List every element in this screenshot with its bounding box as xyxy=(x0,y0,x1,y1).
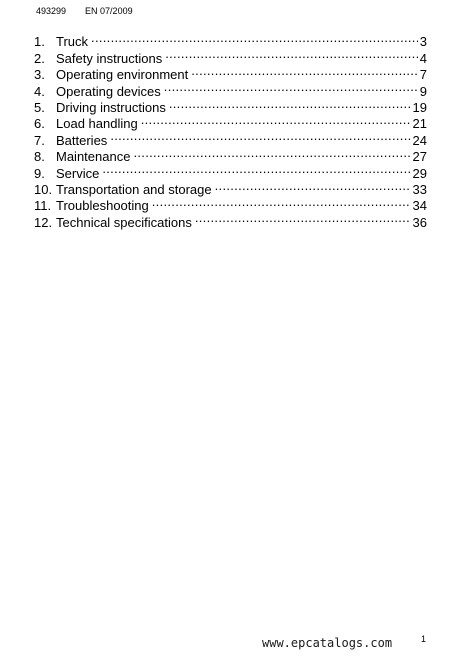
toc-page-number: 7 xyxy=(419,67,427,83)
toc-title: Troubleshooting xyxy=(56,198,149,214)
toc-page-number: 27 xyxy=(412,149,427,165)
watermark-url: www.epcatalogs.com xyxy=(262,636,393,650)
toc-page-number: 33 xyxy=(412,181,427,197)
toc-page-number: 19 xyxy=(412,99,427,115)
toc-number: 6. xyxy=(34,116,45,132)
table-of-contents xyxy=(34,30,427,230)
toc-leader xyxy=(152,194,411,210)
toc-leader xyxy=(102,161,410,177)
toc-leader xyxy=(215,178,411,194)
toc-leader xyxy=(164,79,418,95)
toc-leader xyxy=(195,210,411,226)
toc-leader xyxy=(165,46,418,62)
toc-title: Transportation and storage xyxy=(56,181,212,197)
toc-leader xyxy=(191,63,418,79)
toc-title: Truck xyxy=(56,34,89,50)
toc-page-number: 3 xyxy=(419,34,427,50)
toc-leader xyxy=(91,30,418,46)
toc-entry-safety-instructions xyxy=(34,46,427,66)
toc-page-number: 21 xyxy=(412,116,427,132)
toc-title: Safety instructions xyxy=(56,50,163,66)
toc-number: 9. xyxy=(34,165,45,181)
toc-number: 5. xyxy=(34,99,45,115)
toc-title: Batteries xyxy=(56,132,108,148)
toc-leader xyxy=(110,128,410,144)
toc-title: Operating environment xyxy=(56,67,189,83)
toc-title: Technical specifications xyxy=(56,214,192,230)
toc-leader xyxy=(169,96,411,112)
edition-label: EN 07/2009 xyxy=(85,6,133,16)
toc-page-number: 9 xyxy=(419,83,427,99)
toc-number: 2. xyxy=(34,50,45,66)
toc-leader xyxy=(133,145,410,161)
toc-title: Load handling xyxy=(56,116,138,132)
toc-page-number: 29 xyxy=(412,165,427,181)
toc-number: 3. xyxy=(34,67,45,83)
page-number: 1 xyxy=(421,634,427,644)
toc-page-number: 24 xyxy=(412,132,427,148)
toc-number: 12. xyxy=(34,214,53,230)
toc-page-number: 4 xyxy=(419,50,427,66)
toc-number: 7. xyxy=(34,132,45,148)
toc-entry-truck xyxy=(34,30,427,50)
toc-number: 11. xyxy=(34,198,52,214)
toc-title: Maintenance xyxy=(56,149,131,165)
toc-number: 4. xyxy=(34,83,45,99)
toc-number: 8. xyxy=(34,149,45,165)
toc-title: Operating devices xyxy=(56,83,161,99)
document-header xyxy=(36,6,133,16)
doc-number: 493299 xyxy=(36,6,67,16)
toc-number: 10. xyxy=(34,181,53,197)
toc-page-number: 34 xyxy=(412,198,427,214)
toc-leader xyxy=(141,112,411,128)
toc-title: Driving instructions xyxy=(56,99,166,115)
toc-number: 1. xyxy=(34,34,45,50)
toc-page-number: 36 xyxy=(412,214,427,230)
toc-title: Service xyxy=(56,165,100,181)
